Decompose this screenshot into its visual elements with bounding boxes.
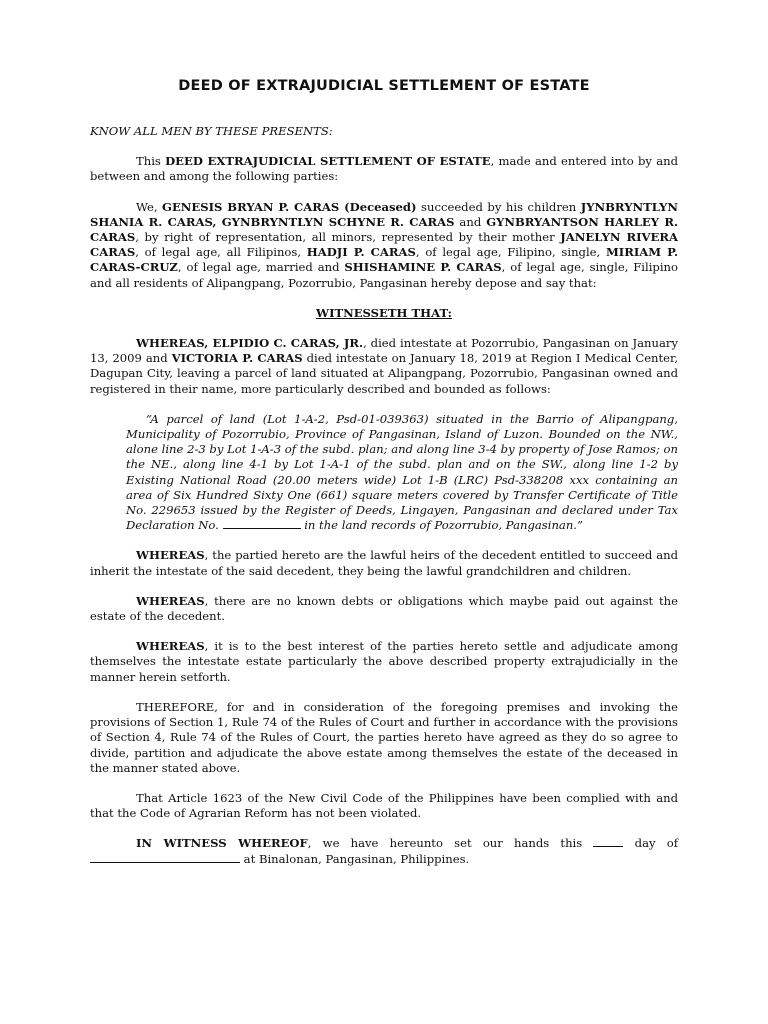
paragraph-whereas-interest: WHEREAS, it is to the best interest of the parties hereto settle and adjudicate among themselves the intestate estate particularly the above described property extrajudicially in the manner herein setforth. (90, 639, 678, 684)
paragraph-parties: We, GENESIS BRYAN P. CARAS (Deceased) succeeded by his children JYNBRYNTLYN SHANIA R. CARAS, GYNBRYNTLYN SCHYNE R. CARAS and GYNBRYANTSON HARLEY R. CARAS, by right of representation, all minors, represented by their mother JANELYN RIVERA CARAS, of legal age, all Filipinos, HADJI P. CARAS, of legal age, Filipino, single, MIRIAM P. CARAS-CRUZ, of legal age, married and SHISHAMINE P. CARAS, of legal age, single, Filipino and all residents of Alipangpang, Pozorrubio, Pangasinan hereby depose and say that: (90, 199, 679, 290)
document-title: DEED OF EXTRAJUDICIAL SETTLEMENT OF ESTATE (178, 78, 590, 94)
paragraph-whereas-debts: WHEREAS, there are no known debts or obligations which maybe paid out against the estate of the decedent. (90, 593, 678, 624)
tax-declaration-blank (223, 518, 301, 529)
paragraph-whereas-heirs: WHEREAS, the partied hereto are the lawful heirs of the decedent entitled to succeed and inherit the intestate of the said decedent, they being the lawful grandchildren and children. (90, 548, 678, 578)
property-description-quote: “A parcel of land (Lot 1-A-2, Psd-01-039363) situated in the Barrio of Alipangpang, Municipality of Pozorrubio, Province of Pangasinan, Island of Luzon. Bounded on the NW., alone line 2-3 by Lot 1-A-3 of the subd. plan; and along line 3-4 by property of Jose Ramos; on the NE., along line 4-1 by Lot 1-A-1 of the subd. plan and on the SW., along line 1-2 by Existing National Road (20.00 meters wide) Lot 1-B (LRC) Psd-338208 xxx containing an area of Six Hundred Sixty One (661) square meters covered by Transfer Certificate of Title No. 229653 issued by the Register of Deeds, Lingayen, Pangasinan and declared under Tax Declaration No. in the land records of Pozorrubio, Pangasinan.” (126, 411, 678, 533)
document-body (90, 124, 678, 867)
month-blank (90, 852, 240, 863)
paragraph-therefore: THEREFORE, for and in consideration of the foregoing premises and invoking the provisions of Section 1, Rule 74 of the Rules of Court and further in accordance with the provisions of Section 4, Rule 74 of the Rules of Court, the parties hereto have agreed as they do so agree to divide, partition and adjudicate the above estate among themselves the estate of the deceased in the manner stated above. (90, 699, 678, 775)
paragraph-whereas-decedents: WHEREAS, ELPIDIO C. CARAS, JR., died intestate at Pozorrubio, Pangasinan on January 13, 2009 and VICTORIA P. CARAS died intestate on January 18, 2019 at Region I Medical Center, Dagupan City, leaving a parcel of land situated at Alipangpang, Pozorrubio, Pangasinan owned and registered in their name, more particularly described and bounded as follows: (90, 336, 678, 396)
day-blank (593, 836, 623, 847)
paragraph-in-witness: IN WITNESS WHEREOF, we have hereunto set our hands this day of at Binalonan, Pangasinan, Philippines. (90, 836, 678, 866)
paragraph-civil-code: That Article 1623 of the New Civil Code of the Philippines have been complied with and that the Code of Agrarian Reform has not been violated. (90, 790, 678, 821)
know-all-men-line: KNOW ALL MEN BY THESE PRESENTS: (90, 124, 333, 138)
witnesseth-heading: WITNESSETH THAT: (316, 305, 452, 320)
paragraph-intro: This DEED EXTRAJUDICIAL SETTLEMENT OF ESTATE, made and entered into by and between and among the following parties: (90, 154, 678, 184)
